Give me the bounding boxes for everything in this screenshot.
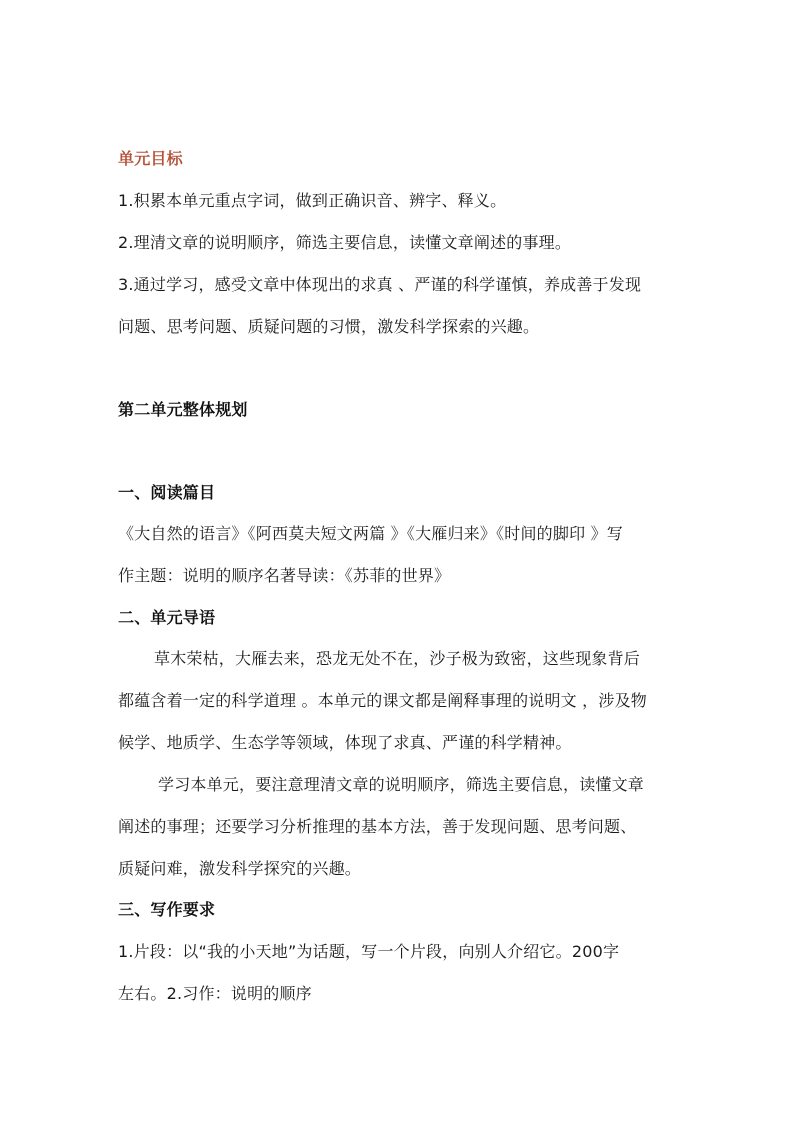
reading-heading: 一、阅读篇目	[118, 483, 216, 502]
guide-paragraph-2-line-2: 阐述的事理；还要学习分析推理的基本方法，善于发现问题、思考问题、	[118, 817, 637, 836]
reading-list-line-2: 作主题：说明的顺序名著导读：《苏菲的世界》	[118, 566, 451, 585]
reading-list-line-1: 《大自然的语言》《阿西莫夫短文两篇 》《大雁归来》《时间的脚印 》写	[118, 524, 623, 543]
guide-heading: 二、单元导语	[118, 608, 216, 627]
unit-plan-title: 第二单元整体规划	[118, 400, 248, 419]
unit-goals-heading: 单元目标	[118, 149, 183, 168]
guide-paragraph-1-line-2: 都蕴含着一定的科学道理 。本单元的课文都是阐释事理的说明文 ，涉及物	[118, 691, 647, 710]
goal-item-2: 2.理清文章的说明顺序，筛选主要信息，读懂文章阐述的事理。	[118, 233, 572, 252]
guide-paragraph-2-line-1: 学习本单元，要注意理清文章的说明顺序，筛选主要信息，读懂文章	[158, 775, 645, 794]
guide-paragraph-1-line-3: 候学、地质学、生态学等领域，体现了求真、严谨的科学精神。	[118, 733, 572, 752]
writing-line-2: 左右。2.习作：说明的顺序	[118, 984, 312, 1003]
guide-paragraph-1-line-1: 草木荣枯，大雁去来，恐龙无处不在，沙子极为致密，这些现象背后	[154, 649, 641, 668]
guide-paragraph-2-line-3: 质疑问难，激发科学探究的兴趣。	[118, 859, 362, 878]
writing-heading: 三、写作要求	[118, 900, 216, 919]
goal-item-3: 3.通过学习，感受文章中体现出的求真 、严谨的科学谨慎，养成善于发现	[118, 275, 642, 294]
goal-item-3-continued: 问题、思考问题、质疑问题的习惯，激发科学探索的兴趣。	[118, 317, 540, 336]
goal-item-1: 1.积累本单元重点字词，做到正确识音、辨字、释义。	[118, 191, 507, 210]
writing-line-1: 1.片段：以“我的小天地”为话题，写一个片段，向别人介绍它。200字	[118, 942, 620, 961]
